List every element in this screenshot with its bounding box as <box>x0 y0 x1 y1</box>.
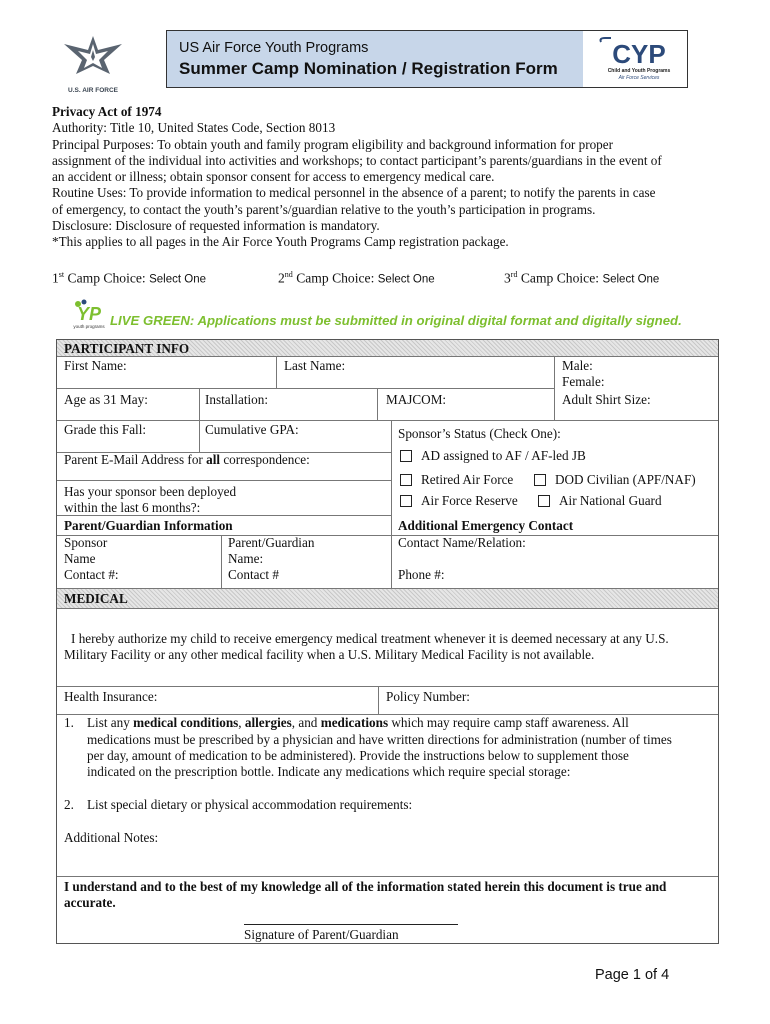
parent-email-label: Parent E-Mail Address for all correspondence: <box>64 452 310 467</box>
privacy-line: of emergency, to contact the youth’s parent’s/guardian relative to the youth’s participation in programs. <box>52 201 596 217</box>
yp-logo-text: YP <box>76 304 102 324</box>
parent-guardian-contact-label: Contact # <box>228 567 279 582</box>
gpa-label: Cumulative GPA: <box>205 422 299 437</box>
title-box <box>166 30 688 88</box>
item1-line4: indicated on the prescription bottle. Indicate any medications which require special storage: <box>87 764 571 779</box>
item1-line3: per day, amount of medication to be administered). Provide the instructions below to supplement those <box>87 748 629 763</box>
sponsor-label: Sponsor <box>64 535 108 550</box>
ad-assigned-label: AD assigned to AF / AF-led JB <box>421 448 586 463</box>
camp-choice-1: 1st Camp Choice: Select One <box>52 270 207 286</box>
item2-text: List special dietary or physical accommodation requirements: <box>87 797 413 812</box>
parent-guardian-label: Parent/Guardian <box>228 535 315 550</box>
af-reserve-checkbox[interactable] <box>400 495 412 507</box>
item1-line2: medications must be prescribed by a physician and have written directions for administration (number of times <box>87 732 672 747</box>
certification-line2: accurate. <box>64 895 116 910</box>
privacy-act-section <box>52 104 722 251</box>
page-number: Page 1 of 4 <box>595 967 670 983</box>
majcom-label: MAJCOM: <box>386 392 447 407</box>
title-banner <box>167 31 583 87</box>
sponsor-name-label: Name <box>64 551 96 566</box>
live-green-text: LIVE GREEN: Applications must be submitted in original digital format and digitally signed. <box>110 313 682 328</box>
camp-choice-3: 3rd Camp Choice: Select One <box>504 270 660 286</box>
sponsor-status-label: Sponsor’s Status (Check One): <box>398 426 561 441</box>
female-label: Female: <box>562 374 605 389</box>
privacy-line: Authority: Title 10, United States Code, Section 8013 <box>52 120 336 136</box>
privacy-line: *This applies to all pages in the Air Force Youth Programs Camp registration package. <box>52 234 509 250</box>
dod-civilian-label: DOD Civilian (APF/NAF) <box>555 472 696 487</box>
medical-authorization-line2: Military Facility or any other medical facility when a U.S. Military Medical Facility is not available. <box>64 647 595 662</box>
emergency-contact-heading: Additional Emergency Contact <box>398 518 574 533</box>
medical-heading: MEDICAL <box>64 591 128 606</box>
last-name-label: Last Name: <box>284 358 346 373</box>
cyp-logo-text: CYP <box>612 39 666 69</box>
shirt-size-label: Adult Shirt Size: <box>562 392 651 407</box>
first-name-label: First Name: <box>64 358 127 373</box>
af-reserve-label: Air Force Reserve <box>421 493 518 508</box>
privacy-heading: Privacy Act of 1974 <box>52 104 162 119</box>
parent-guardian-heading: Parent/Guardian Information <box>64 518 233 533</box>
installation-label: Installation: <box>205 392 268 407</box>
item1-line1: List any medical conditions, allergies, and medications which may require camp staff awareness. All <box>87 715 629 730</box>
cyp-logo <box>597 36 681 82</box>
retired-af-checkbox[interactable] <box>400 474 412 486</box>
camp-choice-2: 2nd Camp Choice: Select One <box>278 270 435 286</box>
certification-line1: I understand and to the best of my knowledge all of the information stated herein this document is true and <box>64 879 667 894</box>
retired-af-label: Retired Air Force <box>421 472 514 487</box>
medical-authorization-line1: I hereby authorize my child to receive emergency medical treatment whenever it is deemed necessary at any U.S. <box>71 631 669 646</box>
item1-number: 1. <box>64 715 74 730</box>
emergency-phone-label: Phone #: <box>398 567 445 582</box>
dod-civilian-checkbox[interactable] <box>534 474 546 486</box>
policy-number-label: Policy Number: <box>386 689 470 704</box>
live-green-banner <box>72 298 732 330</box>
medical-header-band <box>57 589 718 608</box>
privacy-line: Routine Uses: To provide information to medical personnel in the absence of a parent; to notify the parents in case <box>52 185 656 201</box>
registration-form <box>56 339 719 944</box>
privacy-line: an accident or illness; obtain sponsor consent for access to emergency medical care. <box>52 169 495 185</box>
additional-notes-label: Additional Notes: <box>64 830 159 845</box>
yp-logo-sub: youth programs <box>73 324 105 329</box>
air-force-logo <box>58 32 128 96</box>
item2-number: 2. <box>64 797 74 812</box>
af-logo-text: U.S. AIR FORCE <box>68 87 118 94</box>
signature-label: Signature of Parent/Guardian <box>244 927 399 942</box>
signature-line[interactable] <box>244 924 458 925</box>
air-national-guard-checkbox[interactable] <box>538 495 550 507</box>
privacy-line: assignment of the individual into activities and workshops; to contact participant’s parents/guardians in the event of <box>52 152 662 168</box>
cyp-logo-sub2: Air Force Services <box>618 75 660 81</box>
camp-choice-2-select[interactable]: Select One <box>377 273 435 286</box>
parent-guardian-name-label: Name: <box>228 551 264 566</box>
health-insurance-label: Health Insurance: <box>64 689 158 704</box>
participant-heading: PARTICIPANT INFO <box>64 341 190 356</box>
youth-programs-logo <box>72 298 108 330</box>
camp-choice-3-select[interactable]: Select One <box>602 273 660 286</box>
ad-assigned-checkbox[interactable] <box>400 450 412 462</box>
grade-label: Grade this Fall: <box>64 422 147 437</box>
deployed-label-line2: within the last 6 months?: <box>64 500 201 515</box>
age-label: Age as 31 May: <box>64 392 148 407</box>
program-title: US Air Force Youth Programs <box>179 40 369 56</box>
form-title: Summer Camp Nomination / Registration Form <box>179 59 558 78</box>
air-national-guard-label: Air National Guard <box>559 493 662 508</box>
cyp-logo-sub1: Child and Youth Programs <box>607 68 671 74</box>
privacy-line: Disclosure: Disclosure of requested information is mandatory. <box>52 218 380 234</box>
male-label: Male: <box>562 358 593 373</box>
privacy-line: Principal Purposes: To obtain youth and family program eligibility and background information for proper <box>52 136 614 152</box>
sponsor-contact-label: Contact #: <box>64 567 119 582</box>
deployed-label-line1: Has your sponsor been deployed <box>64 484 237 499</box>
contact-name-relation-label: Contact Name/Relation: <box>398 535 526 550</box>
camp-choice-1-select[interactable]: Select One <box>149 273 207 286</box>
